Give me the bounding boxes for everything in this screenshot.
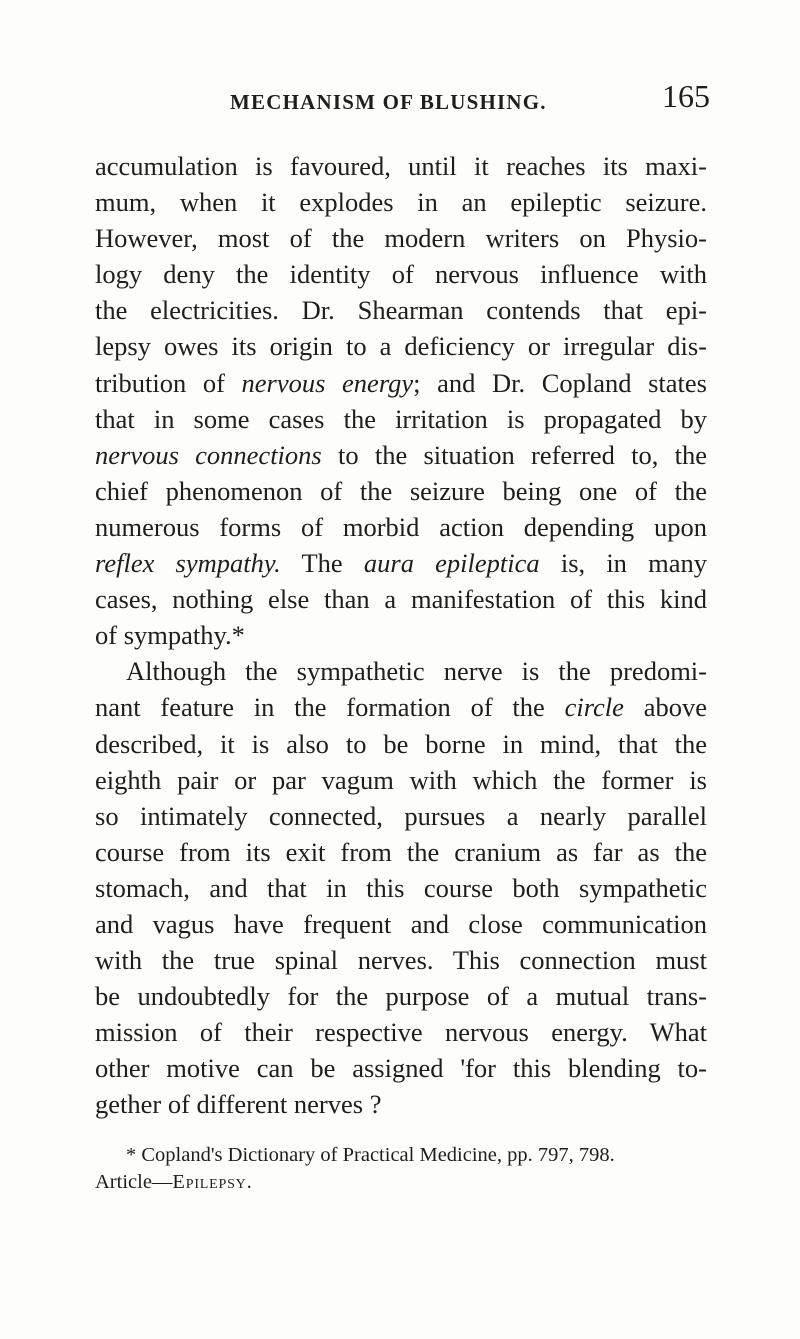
text-run: ; and Dr. Copland states <box>413 367 707 398</box>
text-line: be undoubtedly for the purpose of a mutual trans- <box>95 981 707 1012</box>
italic-term: circle <box>564 692 624 723</box>
text-line <box>95 545 707 581</box>
text-line: accumulation is favoured, until it reaches its maxi- <box>95 151 707 181</box>
text-line: described, it is also to be borne in mind, that the <box>95 728 707 759</box>
text-run: Article— <box>95 1171 173 1193</box>
text-line: and vagus have frequent and close communication <box>95 908 707 939</box>
text-line: eighth pair or par vagum with which the former is <box>95 764 707 795</box>
small-caps-term: Epilepsy. <box>172 1171 253 1193</box>
text-run: to the situation referred to, the <box>321 439 707 470</box>
text-line: other motive can be assigned 'for this blending to- <box>95 1053 707 1084</box>
body-text <box>95 148 707 1123</box>
text-line: lepsy owes its origin to a deficiency or irregular dis- <box>95 331 707 362</box>
footnote <box>95 1142 707 1196</box>
text-run: above <box>623 692 707 723</box>
text-line: of sympathy.* <box>95 620 245 651</box>
text-line: Although the sympathetic nerve is the predomi- <box>126 656 707 687</box>
text-run: nant feature in the formation of the <box>95 692 565 723</box>
running-head <box>230 78 710 118</box>
text-line: However, most of the modern writers on Physio- <box>95 223 707 254</box>
text-line: cases, nothing else than a manifestation of this kind <box>95 584 707 615</box>
text-line: logy deny the identity of nervous influence with <box>95 259 707 290</box>
text-line: mum, when it explodes in an epileptic seizure. <box>95 187 707 218</box>
text-run: tribution of <box>95 367 242 398</box>
text-line: that in some cases the irritation is propagated by <box>95 403 707 434</box>
footnote-line <box>95 1169 707 1196</box>
paragraph-2 <box>95 653 707 1122</box>
text-line: with the true spinal nerves. This connection must <box>95 945 707 976</box>
text-line <box>95 365 707 401</box>
text-line: gether of different nerves ? <box>95 1089 382 1120</box>
text-line: so intimately connected, pursues a nearly parallel <box>95 800 707 831</box>
text-line: numerous forms of morbid action depending upon <box>95 511 707 542</box>
italic-term: nervous connections <box>95 439 322 470</box>
text-line: the electricities. Dr. Shearman contends that epi- <box>95 295 707 326</box>
text-line <box>95 437 707 473</box>
text-line <box>95 689 707 725</box>
italic-term: reflex sympathy. <box>95 548 281 579</box>
text-line: course from its exit from the cranium as far as the <box>95 836 707 867</box>
text-line: chief phenomenon of the seizure being one of the <box>95 475 707 506</box>
running-title: MECHANISM OF BLUSHING. <box>230 90 547 114</box>
text-run: is, in many <box>539 548 707 579</box>
paragraph-1 <box>95 148 707 653</box>
page-number: 165 <box>662 78 710 114</box>
italic-term: nervous energy <box>241 367 414 398</box>
text-line: mission of their respective nervous energy. What <box>95 1017 707 1048</box>
italic-term: aura epileptica <box>363 548 540 579</box>
footnote-line: * Copland's Dictionary of Practical Medicine, pp. 797, 798. <box>126 1144 615 1166</box>
text-line: stomach, and that in this course both sympathetic <box>95 872 707 903</box>
text-run: The <box>280 548 364 579</box>
